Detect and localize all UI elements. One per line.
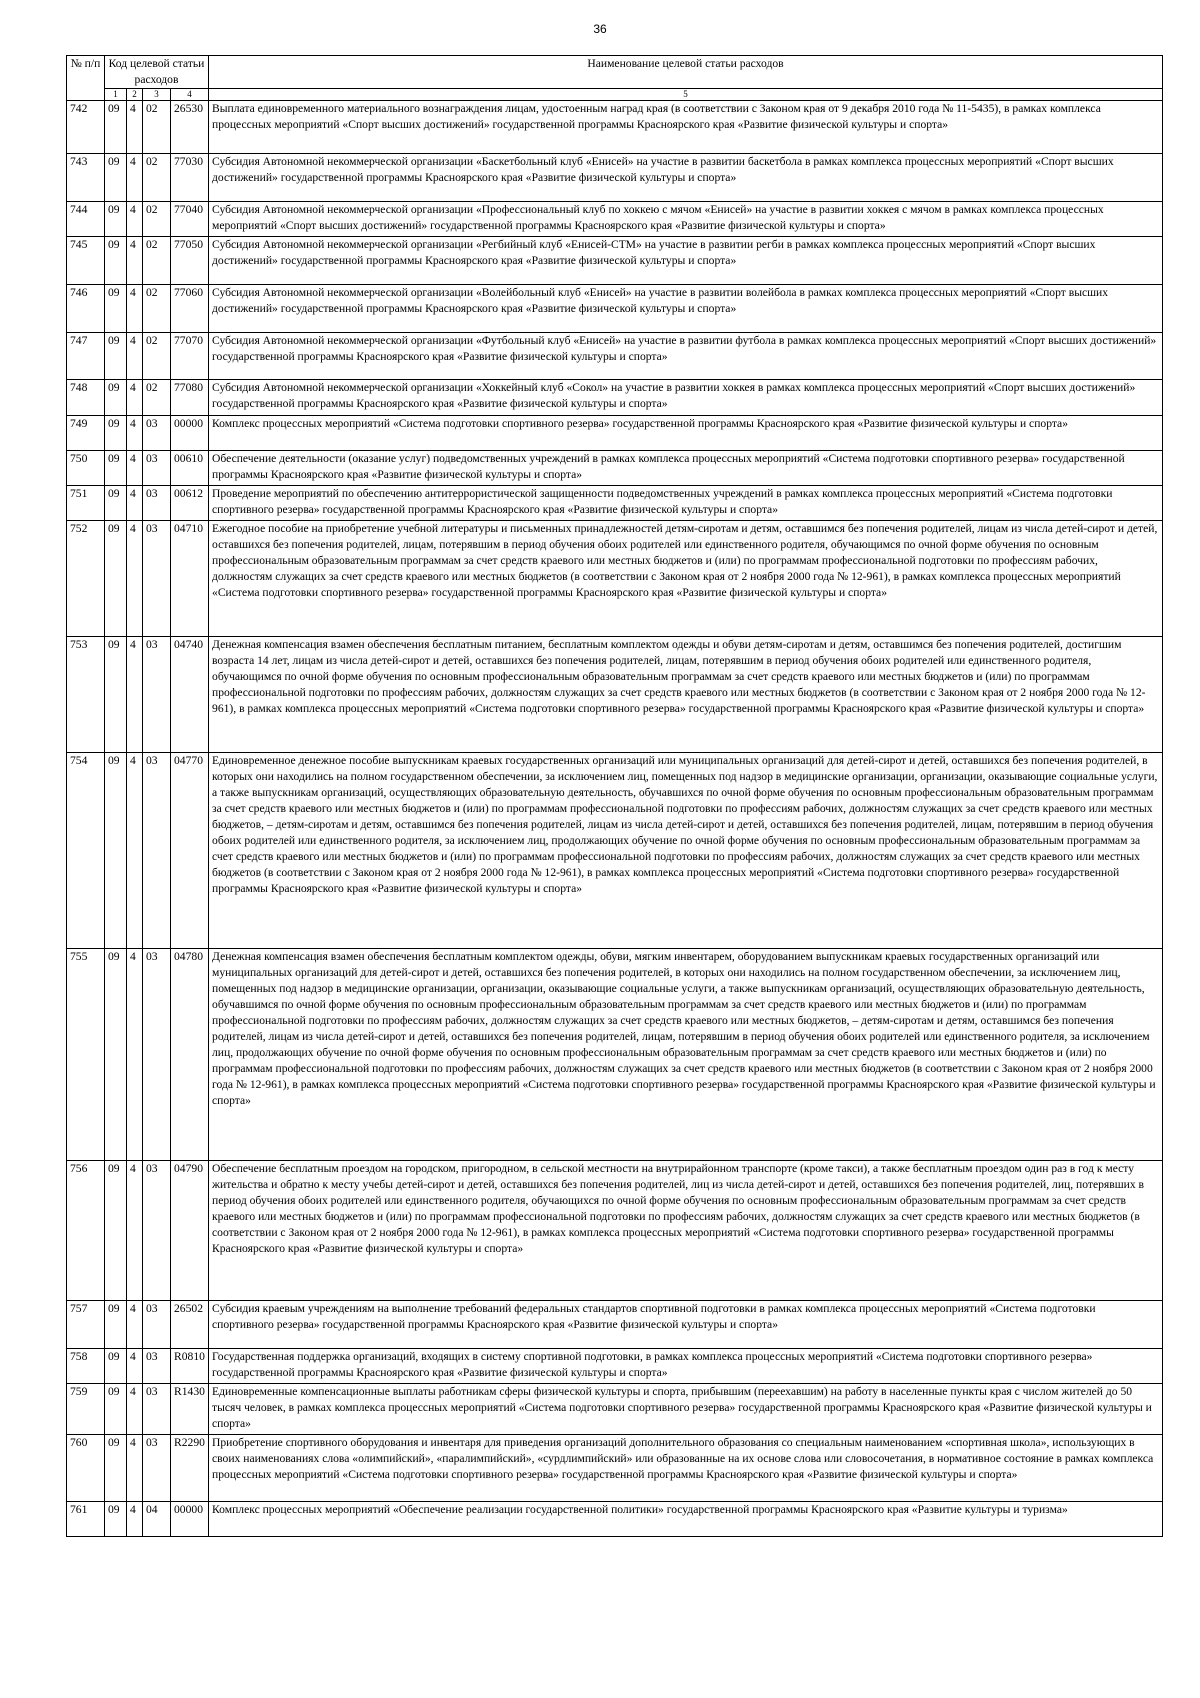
code-part-1: 09 <box>105 380 127 416</box>
code-part-4: 00610 <box>171 451 209 486</box>
row-number: 753 <box>67 637 105 753</box>
code-part-4: 00000 <box>171 1502 209 1537</box>
row-number: 744 <box>67 202 105 237</box>
code-part-1: 09 <box>105 1161 127 1301</box>
table-row <box>67 416 1163 451</box>
table-row <box>67 202 1163 237</box>
code-part-2: 4 <box>127 101 143 154</box>
col-number: 5 <box>209 89 1163 101</box>
item-name: Субсидия Автономной некоммерческой организации «Регбийный клуб «Енисей-СТМ» на участие в развитии регби в рамках комплекса процессных мероприятий «Спорт высших достижений» государственной программы Красноярского края «Развитие физической культуры и спорта» <box>209 237 1163 285</box>
row-number: 747 <box>67 333 105 380</box>
item-name: Приобретение спортивного оборудования и инвентаря для приведения организаций дополнительного образования со специальным наименованием «спортивная школа», использующих в своих наименованиях слова «олимпийский», «паралимпийский», «сурдлимпийский» или образованные на их основе слова или словосочетания, в нормативное состояние в рамках комплекса процессных мероприятий «Система подготовки спортивного резерва» государственной программы Красноярского края «Развитие физической культуры и спорта» <box>209 1435 1163 1502</box>
row-number: 760 <box>67 1435 105 1502</box>
code-part-2: 4 <box>127 333 143 380</box>
item-name: Комплекс процессных мероприятий «Обеспечение реализации государственной политики» государственной программы Красноярского края «Развитие культуры и туризма» <box>209 1502 1163 1537</box>
code-part-3: 03 <box>143 1301 171 1349</box>
col-number: 1 <box>105 89 127 101</box>
code-part-2: 4 <box>127 1161 143 1301</box>
code-part-4: 04740 <box>171 637 209 753</box>
table-row <box>67 285 1163 333</box>
code-part-3: 02 <box>143 380 171 416</box>
code-part-1: 09 <box>105 202 127 237</box>
row-number: 743 <box>67 154 105 202</box>
code-part-1: 09 <box>105 416 127 451</box>
code-part-2: 4 <box>127 753 143 949</box>
item-name: Выплата единовременного материального вознаграждения лицам, удостоенным наград края (в соответствии с Законом края от 9 декабря 2010 года № 11-5435), в рамках комплекса процессных мероприятий «Спорт высших достижений» государственной программы Красноярского края «Развитие физической культуры и спорта» <box>209 101 1163 154</box>
code-part-1: 09 <box>105 1384 127 1435</box>
table-row <box>67 521 1163 637</box>
item-name: Денежная компенсация взамен обеспечения бесплатным питанием, бесплатным комплектом одежды и обуви детям-сиротам и детям, оставшимся без попечения родителей, достигшим возраста 14 лет, лицам из числа детей-сирот и детей, оставшихся без попечения родителей, лицам, потерявшим в период обучения обоих родителей или единственного родителя, обучающимся по очной форме обучения по основным профессиональным образовательным программам за счет средств краевого или местных бюджетов и (или) по программам профессиональной подготовки по профессиям рабочих, должностям служащих за счет средств краевого или местных бюджетов (в соответствии с Законом края от 2 ноября 2000 года № 12-961), в рамках комплекса процессных мероприятий «Система подготовки спортивного резерва» государственной программы Красноярского края «Развитие физической культуры и спорта» <box>209 637 1163 753</box>
code-part-2: 4 <box>127 1349 143 1384</box>
row-number: 751 <box>67 486 105 521</box>
item-name: Проведение мероприятий по обеспечению антитеррористической защищенности подведомственных учреждений в рамках комплекса процессных мероприятий «Система подготовки спортивного резерва» государственной программы Красноярского края «Развитие физической культуры и спорта» <box>209 486 1163 521</box>
col-number: 2 <box>127 89 143 101</box>
row-number: 748 <box>67 380 105 416</box>
row-number: 750 <box>67 451 105 486</box>
code-part-2: 4 <box>127 1502 143 1537</box>
code-part-3: 03 <box>143 1435 171 1502</box>
code-part-1: 09 <box>105 1301 127 1349</box>
code-part-3: 03 <box>143 521 171 637</box>
code-part-4: R0810 <box>171 1349 209 1384</box>
code-part-3: 03 <box>143 1384 171 1435</box>
code-part-4: 77060 <box>171 285 209 333</box>
code-part-3: 03 <box>143 753 171 949</box>
code-part-4: 26530 <box>171 101 209 154</box>
table-row <box>67 237 1163 285</box>
table-row <box>67 380 1163 416</box>
code-part-4: 26502 <box>171 1301 209 1349</box>
code-part-2: 4 <box>127 1435 143 1502</box>
code-part-3: 02 <box>143 285 171 333</box>
table-row <box>67 486 1163 521</box>
item-name: Субсидия краевым учреждениям на выполнение требований федеральных стандартов спортивной подготовки в рамках комплекса процессных мероприятий «Система подготовки спортивного резерва» государственной программы Красноярского края «Развитие физической культуры и спорта» <box>209 1301 1163 1349</box>
code-part-1: 09 <box>105 753 127 949</box>
row-number: 757 <box>67 1301 105 1349</box>
item-name: Обеспечение бесплатным проездом на городском, пригородном, в сельской местности на внутрирайонном транспорте (кроме такси), а также бесплатным проездом один раз в год к месту жительства и обратно к месту учебы детей-сирот и детей, оставшихся без попечения родителей, лиц из числа детей-сирот и детей, оставшихся без попечения родителей, лиц, потерявших в период обучения обоих родителей или единственного родителя, обучающихся по очной форме обучения по основным профессиональным образовательным программам за счет средств краевого или местных бюджетов и (или) по программам профессиональной подготовки по профессиям рабочих, должностям служащих за счет средств краевого или местных бюджетов (в соответствии с Законом края от 2 ноября 2000 года № 12-961), в рамках комплекса процессных мероприятий «Система подготовки спортивного резерва» государственной программы Красноярского края «Развитие физической культуры и спорта» <box>209 1161 1163 1301</box>
item-name: Субсидия Автономной некоммерческой организации «Футбольный клуб «Енисей» на участие в развитии футбола в рамках комплекса процессных мероприятий «Спорт высших достижений» государственной программы Красноярского края «Развитие физической культуры и спорта» <box>209 333 1163 380</box>
item-name: Субсидия Автономной некоммерческой организации «Волейбольный клуб «Енисей» на участие в развитии волейбола в рамках комплекса процессных мероприятий «Спорт высших достижений» государственной программы Красноярского края «Развитие физической культуры и спорта» <box>209 285 1163 333</box>
code-part-3: 03 <box>143 451 171 486</box>
table-row <box>67 1435 1163 1502</box>
header-code: Код целевой статьи расходов <box>105 56 209 89</box>
table-row <box>67 949 1163 1161</box>
code-part-2: 4 <box>127 416 143 451</box>
code-part-4: 77050 <box>171 237 209 285</box>
code-part-2: 4 <box>127 1384 143 1435</box>
row-number: 759 <box>67 1384 105 1435</box>
col-number: 3 <box>143 89 171 101</box>
item-name: Субсидия Автономной некоммерческой организации «Хоккейный клуб «Сокол» на участие в развитии хоккея в рамках комплекса процессных мероприятий «Спорт высших достижений» государственной программы Красноярского края «Развитие физической культуры и спорта» <box>209 380 1163 416</box>
code-part-2: 4 <box>127 451 143 486</box>
code-part-4: 77030 <box>171 154 209 202</box>
item-name: Ежегодное пособие на приобретение учебной литературы и письменных принадлежностей детям-сиротам и детям, оставшимся без попечения родителей, лицам из числа детей-сирот и детей, оставшихся без попечения родителей, лицам, потерявшим в период обучения обоих родителей или единственного родителя, обучающимся по очной форме обучения по основным профессиональным образовательным программам за счет средств краевого или местных бюджетов и (или) по программам профессиональной подготовки по профессиям рабочих, должностям служащих за счет средств краевого или местных бюджетов (в соответствии с Законом края от 2 ноября 2000 года № 12-961), в рамках комплекса процессных мероприятий «Система подготовки спортивного резерва» государственной программы Красноярского края «Развитие физической культуры и спорта» <box>209 521 1163 637</box>
code-part-4: 77080 <box>171 380 209 416</box>
code-part-4: 77040 <box>171 202 209 237</box>
table-row <box>67 333 1163 380</box>
code-part-1: 09 <box>105 451 127 486</box>
code-part-1: 09 <box>105 154 127 202</box>
code-part-2: 4 <box>127 521 143 637</box>
item-name: Субсидия Автономной некоммерческой организации «Баскетбольный клуб «Енисей» на участие в развитии баскетбола в рамках комплекса процессных мероприятий «Спорт высших достижений» государственной программы Красноярского края «Развитие физической культуры и спорта» <box>209 154 1163 202</box>
table-row <box>67 154 1163 202</box>
code-part-2: 4 <box>127 154 143 202</box>
code-part-3: 04 <box>143 1502 171 1537</box>
code-part-2: 4 <box>127 949 143 1161</box>
code-part-3: 02 <box>143 237 171 285</box>
code-part-1: 09 <box>105 1502 127 1537</box>
code-part-1: 09 <box>105 333 127 380</box>
code-part-3: 03 <box>143 1161 171 1301</box>
code-part-2: 4 <box>127 486 143 521</box>
row-number: 761 <box>67 1502 105 1537</box>
item-name: Денежная компенсация взамен обеспечения бесплатным комплектом одежды, обуви, мягким инвентарем, оборудованием выпускникам краевых государственных организаций или муниципальных организаций для детей-сирот и детей, оставшихся без попечения родителей, в которых они находились на полном государственном обеспечении, за исключением лиц, помещенных под надзор в медицинские организации, организации, оказывающие социальные услуги, а также выпускникам организаций, осуществляющих образовательную деятельность, обучавшимся по очной форме обучения по основным профессиональным образовательным программам за счет средств краевого или местных бюджетов и (или) по программам профессиональной подготовки по профессиям рабочих, должностям служащих за счет средств краевого или местных бюджетов, – детям-сиротам и детям, оставшимся без попечения родителей, лицам из числа детей-сирот и детей, оставшихся без попечения родителей, лицам, потерявшим в период обучения обоих родителей или единственного родителя, за исключением лиц, продолжающих обучение по очной форме обучения по основным профессиональным образовательным программам за счет средств краевого или местных бюджетов и (или) по программам профессиональной подготовки по профессиям рабочих, должностям служащих за счет средств краевого или местных бюджетов (в соответствии с Законом края от 2 ноября 2000 года № 12-961), в рамках комплекса процессных мероприятий «Система подготовки спортивного резерва» государственной программы Красноярского края «Развитие физической культуры и спорта» <box>209 949 1163 1161</box>
code-part-3: 02 <box>143 333 171 380</box>
row-number: 746 <box>67 285 105 333</box>
code-part-2: 4 <box>127 1301 143 1349</box>
table-row <box>67 1502 1163 1537</box>
code-part-1: 09 <box>105 949 127 1161</box>
table-row <box>67 1301 1163 1349</box>
table-row <box>67 1349 1163 1384</box>
code-part-1: 09 <box>105 237 127 285</box>
code-part-1: 09 <box>105 101 127 154</box>
code-part-1: 09 <box>105 521 127 637</box>
code-part-1: 09 <box>105 285 127 333</box>
code-part-2: 4 <box>127 237 143 285</box>
item-name: Обеспечение деятельности (оказание услуг) подведомственных учреждений в рамках комплекса процессных мероприятий «Система подготовки спортивного резерва» государственной программы Красноярского края «Развитие физической культуры и спорта» <box>209 451 1163 486</box>
table-row <box>67 1161 1163 1301</box>
code-part-4: 04770 <box>171 753 209 949</box>
row-number: 752 <box>67 521 105 637</box>
code-part-1: 09 <box>105 1349 127 1384</box>
code-part-4: 00000 <box>171 416 209 451</box>
code-part-1: 09 <box>105 1435 127 1502</box>
code-part-3: 03 <box>143 416 171 451</box>
code-part-3: 03 <box>143 949 171 1161</box>
row-number: 755 <box>67 949 105 1161</box>
table-row <box>67 637 1163 753</box>
code-part-2: 4 <box>127 202 143 237</box>
item-name: Единовременное денежное пособие выпускникам краевых государственных организаций или муниципальных организаций для детей-сирот и детей, оставшихся без попечения родителей, в которых они находились на полном государственном обеспечении, за исключением лиц, помещенных под надзор в медицинские организации, организации, оказывающие социальные услуги, а также выпускникам организаций, осуществляющих образовательную деятельность, обучавшихся по очной форме обучения по основным профессиональным образовательным программам за счет средств краевого или местных бюджетов и (или) по программам профессиональной подготовки по профессиям рабочих, должностям служащих за счет средств краевого или местных бюджетов, – детям-сиротам и детям, оставшимся без попечения родителей, лицам из числа детей-сирот и детей, оставшихся без попечения родителей, лицам, потерявшим в период обучения обоих родителей или единственного родителя, за исключением лиц, продолжающих обучение по очной форме обучения по основным профессиональным образовательным программам за счет средств краевого или местных бюджетов и (или) по программам профессиональной подготовки по профессиям рабочих, должностям служащих за счет средств краевого или местных бюджетов (в соответствии с Законом края от 2 ноября 2000 года № 12-961), в рамках комплекса процессных мероприятий «Система подготовки спортивного резерва» государственной программы Красноярского края «Развитие физической культуры и спорта» <box>209 753 1163 949</box>
table-body <box>67 101 1163 1537</box>
code-part-4: 04790 <box>171 1161 209 1301</box>
page-number: 36 <box>593 22 607 36</box>
row-number: 758 <box>67 1349 105 1384</box>
budget-table <box>66 55 1163 1537</box>
table-row <box>67 1384 1163 1435</box>
code-part-3: 02 <box>143 101 171 154</box>
code-part-4: 04710 <box>171 521 209 637</box>
code-part-4: 77070 <box>171 333 209 380</box>
col-number: 4 <box>171 89 209 101</box>
header-num: № п/п <box>67 56 105 101</box>
row-number: 754 <box>67 753 105 949</box>
code-part-1: 09 <box>105 486 127 521</box>
row-number: 745 <box>67 237 105 285</box>
code-part-2: 4 <box>127 637 143 753</box>
code-part-4: 00612 <box>171 486 209 521</box>
code-part-1: 09 <box>105 637 127 753</box>
item-name: Субсидия Автономной некоммерческой организации «Профессиональный клуб по хоккею с мячом «Енисей» на участие в развитии хоккея с мячом в рамках комплекса процессных мероприятий «Спорт высших достижений» государственной программы Красноярского края «Развитие физической культуры и спорта» <box>209 202 1163 237</box>
row-number: 749 <box>67 416 105 451</box>
code-part-2: 4 <box>127 380 143 416</box>
item-name: Комплекс процессных мероприятий «Система подготовки спортивного резерва» государственной программы Красноярского края «Развитие физической культуры и спорта» <box>209 416 1163 451</box>
code-part-4: R1430 <box>171 1384 209 1435</box>
code-part-4: 04780 <box>171 949 209 1161</box>
code-part-3: 03 <box>143 486 171 521</box>
table-row <box>67 101 1163 154</box>
table-row <box>67 753 1163 949</box>
code-part-4: R2290 <box>171 1435 209 1502</box>
item-name: Государственная поддержка организаций, входящих в систему спортивной подготовки, в рамках комплекса процессных мероприятий «Система подготовки спортивного резерва» государственной программы Красноярского края «Развитие физической культуры и спорта» <box>209 1349 1163 1384</box>
header-name: Наименование целевой статьи расходов <box>209 56 1163 89</box>
item-name: Единовременные компенсационные выплаты работникам сферы физической культуры и спорта, прибывшим (переехавшим) на работу в населенные пункты края с числом жителей до 50 тысяч человек, в рамках комплекса процессных мероприятий «Система подготовки спортивного резерва» государственной программы Красноярского края «Развитие физической культуры и спорта» <box>209 1384 1163 1435</box>
table-row <box>67 451 1163 486</box>
row-number: 756 <box>67 1161 105 1301</box>
code-part-3: 03 <box>143 637 171 753</box>
code-part-3: 03 <box>143 1349 171 1384</box>
code-part-3: 02 <box>143 202 171 237</box>
code-part-2: 4 <box>127 285 143 333</box>
code-part-3: 02 <box>143 154 171 202</box>
row-number: 742 <box>67 101 105 154</box>
